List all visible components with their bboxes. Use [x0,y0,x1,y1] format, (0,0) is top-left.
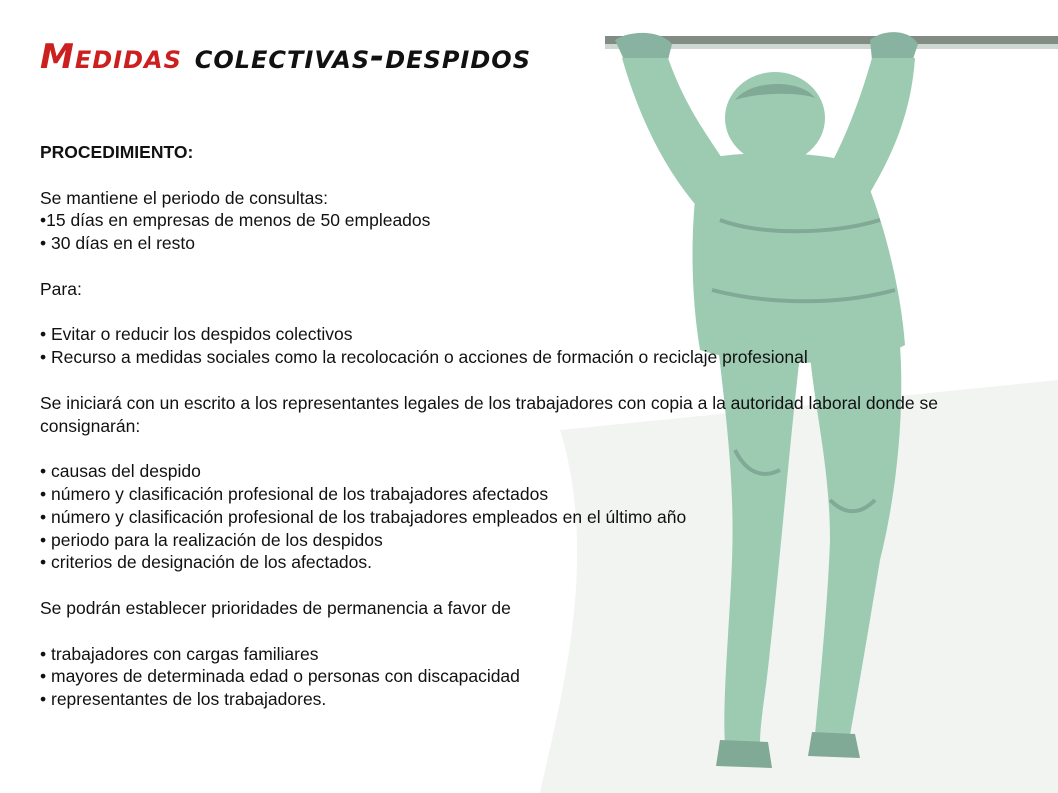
bullet-item: • causas del despido [40,461,201,482]
bullet-item: • trabajadores con cargas familiares [40,643,319,664]
bullet-item: • número y clasificación profesional de los trabajadores empleados en el último año [40,506,687,527]
escrito-paragraph: Se iniciará con un escrito a los representantes legales de los trabajadores con copia a la autoridad laboral donde se consignarán: [40,392,938,436]
section-heading: PROCEDIMIENTO: [40,142,194,162]
prioridades-paragraph: Se podrán establecer prioridades de permanencia a favor de [40,597,511,618]
bullet-item: • criterios de designación de los afectados. [40,552,373,573]
spacer [40,437,1030,460]
bullet-item: •15 días en empresas de menos de 50 empleados [40,210,431,231]
bullet-item: • 30 días en el resto [40,233,195,254]
bullet-item: • representantes de los trabajadores. [40,689,327,710]
slide-body [40,141,1030,711]
bullet-item: • mayores de determinada edad o personas con discapacidad [40,666,520,687]
spacer [40,164,1030,187]
title-rest: colectivas-despidos [181,37,531,77]
spacer [40,255,1030,278]
bullet-item: • número y clasificación profesional de los trabajadores afectados [40,483,549,504]
bullet-item: • periodo para la realización de los despidos [40,529,383,550]
slide-title [40,37,531,77]
consultas-intro: Se mantiene el periodo de consultas: [40,187,328,208]
spacer [40,301,1030,324]
bullet-item: • Evitar o reducir los despidos colectivos [40,324,353,345]
spacer [40,369,1030,392]
spacer [40,620,1030,643]
para-label: Para: [40,278,82,299]
spacer [40,574,1030,597]
bullet-item: • Recurso a medidas sociales como la recolocación o acciones de formación o reciclaje profesional [40,347,808,368]
title-accent: Medidas [40,37,182,77]
